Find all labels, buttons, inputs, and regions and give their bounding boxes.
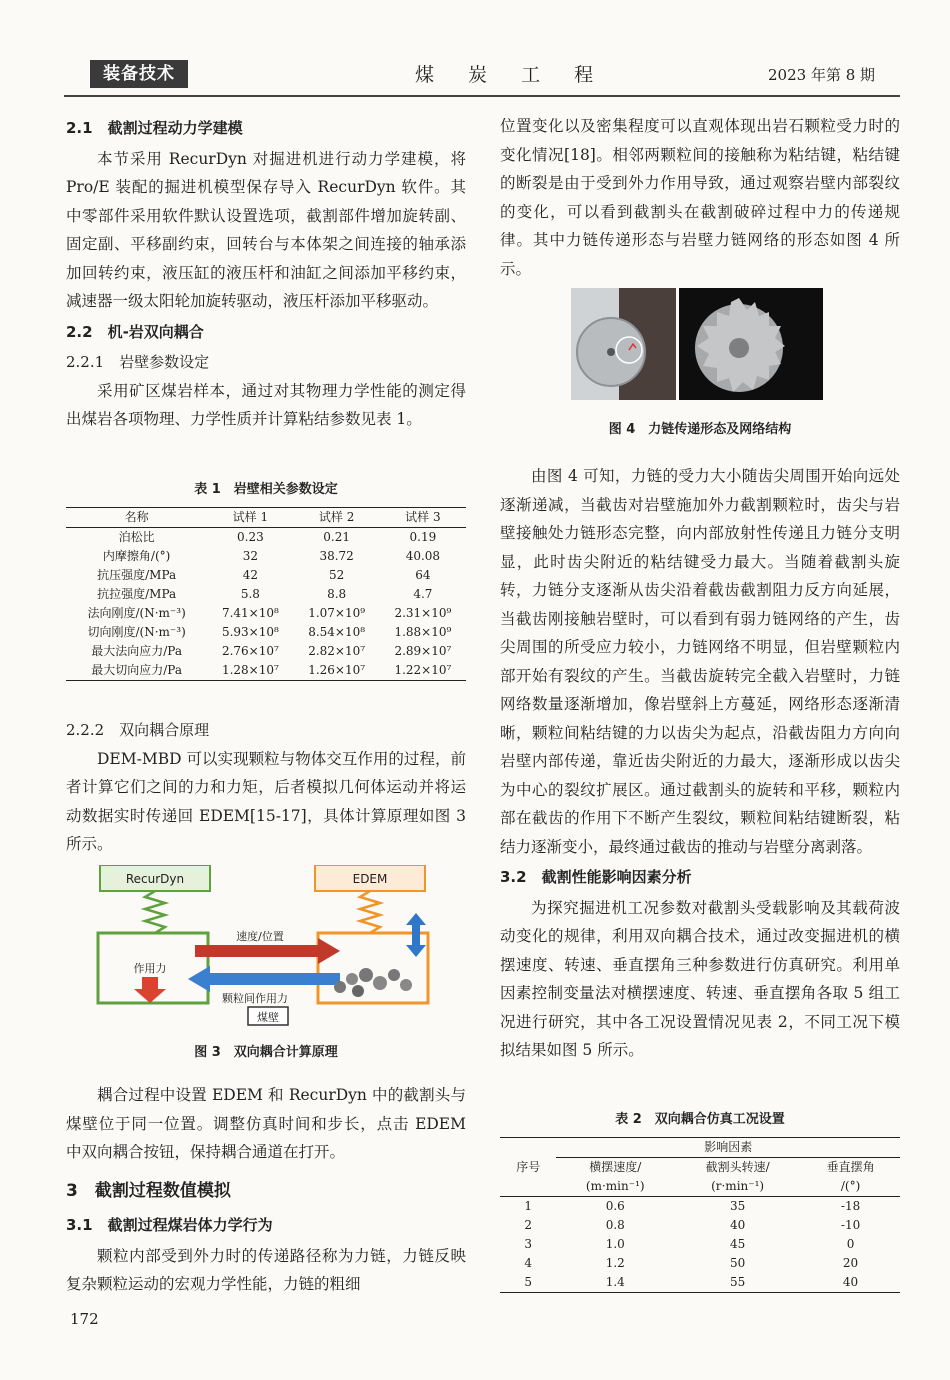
- table-row: [500, 1254, 900, 1273]
- spring-right: [360, 891, 380, 933]
- table-cell: 1.4: [556, 1273, 674, 1293]
- table-cell: 42: [242, 568, 259, 582]
- table-2-caption: 表 2 双向耦合仿真工况设置: [615, 1112, 785, 1127]
- section-2-1-title: 2.1 截割过程动力学建模: [66, 119, 243, 137]
- table-cell: 最大切向应力/Pa: [66, 661, 207, 681]
- table-cell: 0.6: [605, 1199, 625, 1213]
- right-column-middle: [500, 462, 900, 1065]
- table-2-unit: (r·min⁻¹): [674, 1177, 801, 1197]
- table-row: [66, 642, 466, 661]
- figure-4-image: [571, 288, 823, 400]
- table-cell: 5.93×10⁸: [221, 625, 279, 639]
- table-cell: 抗压强度/MPa: [97, 568, 177, 582]
- table-cell: 切向刚度/(N·m⁻³): [87, 625, 186, 639]
- table-2-header: 截割头转速/: [705, 1160, 770, 1174]
- table-row: [500, 1273, 900, 1293]
- table-cell: 1.28×10⁷: [207, 661, 293, 681]
- issue-label: 2023 年第 8 期: [768, 66, 876, 84]
- particle-icon: [373, 976, 387, 990]
- table-2-group-row: [500, 1138, 900, 1158]
- table-row: [66, 623, 466, 642]
- table-row: [66, 585, 466, 604]
- figure-3-diagram: [90, 865, 450, 1035]
- table-cell: 1.22×10⁷: [380, 661, 466, 681]
- table-cell: 7.41×10⁸: [221, 606, 279, 620]
- table-cell: 32: [242, 549, 259, 563]
- table-cell: 38.72: [319, 549, 354, 563]
- journal-title: 煤 炭 工 程: [415, 64, 608, 86]
- table-2-grid: [500, 1137, 900, 1293]
- page-number: 172: [70, 1310, 99, 1328]
- figure-4: [571, 288, 823, 400]
- wall-label: 煤壁: [257, 1011, 279, 1024]
- table-1-header-row: [66, 508, 466, 528]
- section-badge: 装备技术: [90, 60, 188, 88]
- table-cell: 3: [524, 1237, 533, 1251]
- table-row: [500, 1216, 900, 1235]
- table-cell: 55: [674, 1273, 801, 1293]
- section-2-2-2-title: 2.2.2 双向耦合原理: [66, 721, 210, 739]
- force-label: 作用力: [133, 962, 167, 975]
- section-3-title: 3 截割过程数值模拟: [66, 1180, 231, 1201]
- table-cell: 4.7: [413, 587, 433, 601]
- table-2-unit-row: [500, 1177, 900, 1197]
- table-cell: 1.26×10⁷: [294, 661, 380, 681]
- table-cell: 40.08: [405, 549, 441, 563]
- table-cell: -10: [840, 1218, 861, 1232]
- left-column: [66, 112, 466, 434]
- section-2-2-1-title: 2.2.1 岩壁参数设定: [66, 353, 210, 371]
- table-cell: 40: [801, 1273, 900, 1293]
- table-2-index-header: 序号: [500, 1138, 556, 1197]
- table-2-header: 横摆速度/: [589, 1160, 642, 1174]
- table-cell: 法向刚度/(N·m⁻³): [87, 606, 186, 620]
- table-1-header: 试样 1: [207, 508, 293, 528]
- section-3-1-title: 3.1 截割过程煤岩体力学行为: [66, 1216, 273, 1234]
- table-2-group-header: 影响因素: [556, 1138, 900, 1158]
- table-2-header: 垂直摆角: [826, 1160, 875, 1174]
- table-cell: 64: [415, 568, 431, 582]
- header-rule: [64, 95, 900, 97]
- right-column-top: [500, 112, 900, 283]
- edem-frame: [318, 933, 428, 1003]
- table-2-unit: (m·min⁻¹): [556, 1177, 674, 1197]
- table-cell: 0.21: [323, 530, 350, 544]
- table-cell: 8.54×10⁸: [308, 625, 366, 639]
- table-cell: 2.89×10⁷: [394, 644, 452, 658]
- coupling-text: 耦合过程中设置 EDEM 和 RecurDyn 中的截割头与煤壁位于同一位置。调整仿真时间和步长，点击 EDEM 中双向耦合按钮，保持耦合通道在打开。: [66, 1086, 466, 1161]
- section-3-2-text: 为探究掘进机工况参数对截割头受载影响及其载荷波动变化的规律，利用双向耦合技术，通过改变掘进机的横摆速度、转速、垂直摆角三种参数进行仿真研究。利用单因素控制变量法对横摆速度、转速、垂直摆角各取 5 组工况进行研究，其中各工况设置情况见表 2，不同工况下模拟结果如图 5 所示。: [500, 898, 900, 1059]
- section-3-1-text: 颗粒内部受到外力时的传递路径称为力链，力链反映复杂颗粒运动的宏观力学性能，力链的粗细: [66, 1246, 466, 1293]
- particle-icon: [400, 979, 412, 991]
- table-cell: 45: [729, 1237, 746, 1251]
- table-cell: 1.07×10⁹: [308, 606, 366, 620]
- section-2-1-text: 本节采用 RecurDyn 对掘进机进行动力学建模，将 Pro/E 装配的掘进机模型保存导入 RecurDyn 软件。其中零部件采用软件默认设置选项，截割部件增加旋转副、固定副、平移副约束，回转台与本体架之间连接的轴承添加回转约束，液压缸的液压杆和油缸之间添加平移约束，减速器一级太阳轮加旋转驱动，液压杆添加平移驱动。: [66, 149, 466, 310]
- particle-icon: [334, 981, 346, 993]
- fig4-analysis-text: 由图 4 可知，力链的受力大小随齿尖周围开始向远处逐渐递减，当截齿对岩壁施加外力截割颗粒时，齿尖与岩壁接触处力链形态完整，向内部放射性传递且力链分支明显，此时齿尖附近的粘结键受力最大。当随着截割头旋转，力链分支逐渐从齿尖沿着截齿截割阻力反方向延展，当截齿刚接触岩壁时，可以看到有弱力链网络的产生，齿尖周围的所受应力较小，力链网络不明显，但岩壁颗粒内部开始有裂纹的产生。当截齿旋转完全截入岩壁时，力链网络数量逐渐增加，像岩壁斜上方蔓延，网络形态逐渐清晰，颗粒间粘结键的力以齿尖为起点，沿截齿阻力方向向岩壁内部传递，靠近齿尖附近的力最大，逐渐形成以齿尖为中心的裂纹扩展区。通过截割头的旋转和平移，颗粒内部在截齿的作用下不断产生裂纹，颗粒间粘结键断裂，粘结力逐渐变小，最终通过截齿的推动与岩壁分离剥落。: [500, 467, 900, 856]
- table-cell: 2.76×10⁷: [221, 644, 279, 658]
- table-1-caption: 表 1 岩壁相关参数设定: [194, 482, 338, 497]
- left-bottom: [66, 1081, 466, 1299]
- table-cell: 泊松比: [118, 530, 155, 544]
- table-cell: 5.8: [240, 587, 260, 601]
- table-2-unit: /(°): [801, 1177, 900, 1197]
- table-cell: 0: [846, 1237, 855, 1251]
- force-chain-text: 位置变化以及密集程度可以直观体现出岩石颗粒受力时的变化情况[18]。相邻两颗粒间的接触称为粘结键，粘结键的断裂是由于受到外力作用导致，通过观察岩壁内部裂纹的变化，可以看到截割头在截割破碎过程中力的传递规律。其中力链传递形态与岩壁力链网络的形态如图 4 所示。: [500, 117, 900, 278]
- table-cell: 1: [524, 1199, 533, 1213]
- table-row: [500, 1235, 900, 1254]
- table-cell: 2: [524, 1218, 533, 1232]
- table-cell: 0.8: [605, 1218, 625, 1232]
- table-cell: 1.0: [605, 1237, 625, 1251]
- table-cell: -18: [840, 1199, 861, 1213]
- particle-force-label: 颗粒间作用力: [222, 992, 288, 1005]
- table-cell: 40: [729, 1218, 746, 1232]
- down-arrow-icon: [134, 977, 166, 1003]
- table-cell: 4: [524, 1256, 533, 1270]
- table-cell: 最大法向应力/Pa: [91, 644, 182, 658]
- table-row: [66, 604, 466, 623]
- table-2: [500, 1108, 900, 1293]
- spring-left: [145, 891, 165, 933]
- vertical-arrow-icon: [406, 913, 426, 957]
- table-cell: 52: [328, 568, 345, 582]
- table-cell: 抗拉强度/MPa: [97, 587, 177, 601]
- cutter-center-icon: [729, 338, 749, 358]
- section-2-2-2: [66, 716, 466, 859]
- table-1-grid: [66, 507, 466, 681]
- table-cell: 1.2: [605, 1256, 625, 1270]
- table-cell: 20: [842, 1256, 859, 1270]
- cutter-hub-icon: [607, 348, 615, 356]
- table-row: [66, 566, 466, 585]
- table-cell: 0.23: [237, 530, 264, 544]
- table-cell: 8.8: [327, 587, 347, 601]
- section-2-2-2-text: DEM-MBD 可以实现颗粒与物体交互作用的过程，前者计算它们之间的力和力矩，后者模拟几何体运动并将运动数据实时传递回 EDEM[15-17]，具体计算原理如图 3 所示。: [66, 749, 466, 853]
- table-row: [66, 528, 466, 548]
- table-cell: 2.31×10⁹: [394, 606, 452, 620]
- table-row: [500, 1197, 900, 1217]
- particle-icon: [352, 985, 364, 997]
- table-row: [66, 661, 466, 681]
- section-2-2-1-text: 采用矿区煤岩样本，通过对其物理力学性能的测定得出煤岩各项物理、力学性质并计算粘结参数见表 1。: [66, 381, 466, 428]
- particle-icon: [388, 969, 400, 981]
- velocity-label: 速度/位置: [236, 930, 284, 943]
- table-cell: 5: [500, 1273, 556, 1293]
- figure-3-caption: 图 3 双向耦合计算原理: [194, 1045, 338, 1060]
- table-cell: 50: [729, 1256, 746, 1270]
- table-row: [66, 547, 466, 566]
- table-cell: 0.19: [409, 530, 437, 544]
- section-2-2-title: 2.2 机-岩双向耦合: [66, 322, 204, 341]
- figure-4-caption: 图 4 力链传递形态及网络结构: [608, 422, 792, 437]
- table-cell: 1.88×10⁹: [394, 625, 452, 639]
- table-cell: 2.82×10⁷: [308, 644, 366, 658]
- section-3-2-title: 3.2 截割性能影响因素分析: [500, 868, 692, 886]
- edem-label: EDEM: [352, 872, 388, 886]
- recurdyn-label: RecurDyn: [125, 872, 185, 886]
- table-1-header: 试样 2: [294, 508, 380, 528]
- particle-icon: [359, 968, 373, 982]
- table-2-header-row: [500, 1158, 900, 1178]
- table-1-header: 名称: [66, 508, 207, 528]
- table-1-header: 试样 3: [380, 508, 466, 528]
- table-cell: 内摩擦角/(°): [102, 549, 171, 563]
- figure-3: [90, 865, 450, 1035]
- particle-icon: [346, 973, 358, 985]
- table-1: [66, 478, 466, 681]
- table-cell: 35: [729, 1199, 746, 1213]
